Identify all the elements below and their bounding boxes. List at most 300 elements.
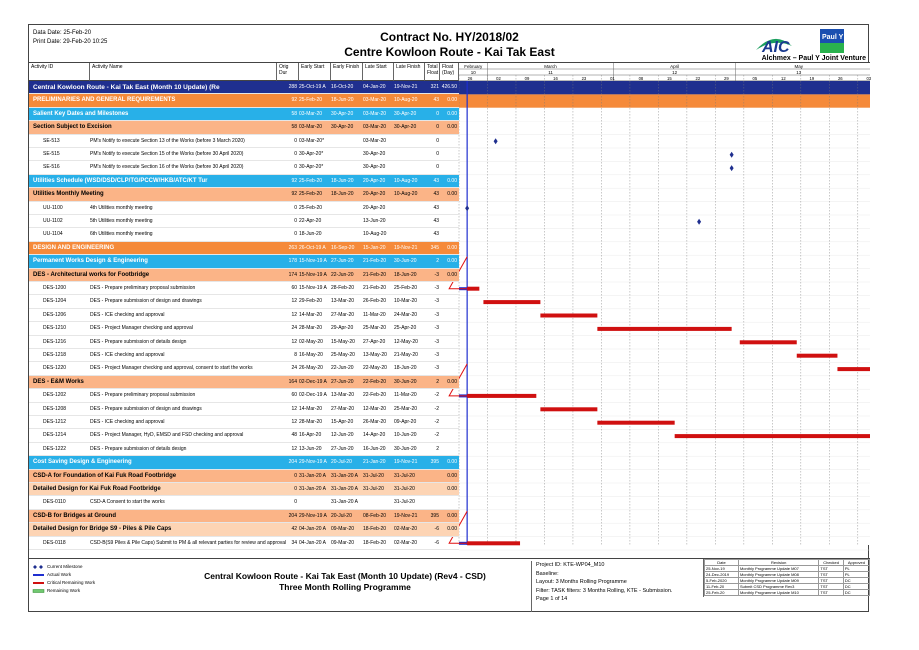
cell-lf: 21-May-20 (394, 352, 418, 358)
cell-ls: 20-Apr-20 (363, 177, 386, 184)
cell-od: 92 (291, 191, 297, 198)
col-early-finish[interactable]: Early Finish (331, 63, 363, 81)
cell-id: SE-513 (43, 137, 60, 144)
cell-id: DES-1212 (43, 419, 67, 425)
cell-ef: 31-Jan-20 A (331, 499, 358, 506)
revision-table (703, 559, 870, 597)
cell-tf: -3 (434, 271, 439, 278)
revision-cell: TST (819, 566, 843, 572)
revision-cell: PL (843, 566, 869, 572)
week-label: 15 (667, 76, 672, 81)
cell-fd: 0.00 (447, 97, 457, 104)
cell-tf: 0 (436, 110, 439, 117)
cell-es: 04-Jan-20 A (299, 526, 326, 533)
week-label: 05 (752, 76, 758, 81)
logo-sub-text: Paul Y (822, 34, 844, 41)
activity-row[interactable] (29, 282, 459, 295)
print-date: Print Date: 29-Feb-20 10:25 (33, 39, 108, 45)
cell-lf: 25-Apr-20 (394, 325, 417, 332)
cell-name: DES - Architectural works for Footbridge (33, 271, 150, 278)
page-header (29, 25, 870, 63)
cell-tf: 43 (433, 218, 439, 224)
cell-id: UU-1102 (43, 218, 63, 224)
cell-od: 8 (294, 352, 297, 358)
cell-od: 0 (294, 472, 297, 479)
cell-name: DES - Prepare submission of details design (90, 445, 187, 452)
cell-es: 16-May-20 (299, 352, 323, 358)
cell-lf: 18-Jun-20 (394, 271, 417, 278)
cell-tf: 43 (433, 231, 439, 238)
cell-es: 04-Jan-20 A (299, 539, 326, 546)
wbs-row[interactable] (29, 376, 459, 389)
cell-ef: 29-Apr-20 (331, 325, 354, 332)
activity-row[interactable] (29, 496, 459, 509)
cell-tf: -3 (434, 285, 439, 291)
cell-ls: 31-Jul-20 (363, 486, 384, 492)
month-label: May (794, 64, 804, 69)
footer-title-line1: Central Kowloon Route - Kai Tak East (Month 10 Update) (Rev4 - CSD) (204, 571, 486, 581)
cell-tf: -3 (434, 365, 439, 372)
activity-row[interactable] (29, 322, 459, 335)
cell-ls: 15-Jan-20 (363, 244, 386, 251)
cell-id: DES-1200 (43, 285, 67, 291)
cell-od: 42 (291, 526, 297, 533)
cell-od: 92 (291, 177, 297, 184)
cell-lf: 31-Jul-20 (394, 472, 415, 479)
cell-od: 48 (291, 432, 297, 439)
revision-cell: Monthly Programme Update M10 (738, 590, 818, 596)
wbs-row[interactable] (29, 255, 459, 268)
col-early-start[interactable]: Early Start (299, 63, 331, 81)
cell-ls: 03-Mar-20 (363, 97, 387, 104)
cell-fd: 0.00 (447, 124, 457, 131)
cell-name: CSD-A Consent to start the works (90, 499, 165, 506)
cell-tf: -6 (434, 539, 439, 546)
activity-row[interactable] (29, 215, 459, 228)
wbs-row[interactable] (29, 510, 459, 523)
cell-tf: -2 (434, 392, 439, 399)
cell-id: DES-1210 (43, 325, 67, 332)
cell-od: 12 (291, 298, 297, 305)
cell-ef: 13-Mar-20 (331, 392, 355, 399)
col-orig-dur[interactable]: Orig Dur (277, 63, 299, 81)
revision-cell: Monthly Programme Update M09 (738, 578, 818, 584)
cell-es: 28-Mar-20 (299, 419, 323, 425)
activity-row[interactable] (29, 349, 459, 362)
cell-name: Central Kowloon Route - Kai Tak East (Month 10 Update) (Re (33, 84, 220, 91)
cell-ef: 12-Jun-20 (331, 432, 354, 439)
wbs-row[interactable] (29, 470, 459, 483)
cell-tf: 43 (433, 191, 439, 198)
cell-ls: 11-Mar-20 (363, 311, 386, 318)
cell-tf: 0 (436, 124, 439, 131)
cell-id: UU-1100 (43, 204, 63, 211)
week-label: 19 (809, 76, 815, 81)
activity-row[interactable] (29, 403, 459, 416)
rev-col-checked: Checked (819, 560, 843, 566)
cell-lf: 10-Aug-20 (394, 177, 418, 184)
cell-name: Permanent Works Design & Engineering (33, 258, 148, 265)
cell-lf: 10-Aug-20 (394, 191, 418, 198)
cell-lf: 30-Jun-20 (394, 258, 417, 265)
cell-ef: 30-Apr-20 (331, 110, 354, 117)
cell-od: 34 (291, 539, 297, 546)
cell-lf: 30-Apr-20 (394, 124, 417, 131)
col-late-start[interactable]: Late Start (363, 63, 394, 81)
cell-ls: 25-Mar-20 (363, 325, 387, 332)
rev-col-approved: Approved (843, 560, 869, 566)
activity-row[interactable] (29, 161, 459, 174)
filter-name: Filter: TASK filters: 3 Months Rolling, KTE - Submission. (536, 587, 673, 594)
cell-od: 60 (291, 392, 297, 399)
cell-name: 5th Utilities monthly meeting (90, 218, 153, 224)
cell-fd: 0.00 (447, 244, 457, 251)
col-activity-id[interactable]: Activity ID (29, 63, 90, 81)
cell-od: 174 (288, 271, 297, 278)
cell-ef: 15-Apr-20 (331, 419, 354, 425)
cell-lf: 19-Nov-21 (394, 244, 418, 251)
cell-tf: -2 (434, 432, 439, 439)
wbs-row[interactable] (29, 81, 459, 94)
cell-tf: -3 (434, 352, 439, 358)
cell-lf: 02-Mar-20 (394, 539, 418, 546)
critical-work-bar (467, 394, 536, 398)
summary-band (459, 94, 870, 107)
cell-ls: 20-Apr-20 (363, 204, 386, 211)
cell-od: 263 (288, 244, 297, 251)
cell-es: 25-Oct-19 A (299, 84, 326, 90)
critical-work-bar (540, 314, 597, 318)
cell-tf: -3 (434, 298, 439, 305)
cell-od: 0 (294, 137, 297, 144)
cell-es: 29-Nov-19 A (299, 512, 327, 519)
cell-od: 0 (294, 486, 297, 492)
cell-od: 12 (291, 419, 297, 425)
cell-es: 25-Feb-20 (299, 177, 323, 184)
cell-es: 29-Feb-20 (299, 298, 323, 305)
week-label: 08 (638, 76, 644, 81)
cell-lf: 30-Jun-20 (394, 378, 417, 385)
cell-name: Utilities Monthly Meeting (33, 191, 104, 198)
cell-name: PRELIMINARIES AND GENERAL REQUIREMENTS (33, 97, 176, 104)
wbs-row[interactable] (29, 242, 459, 255)
cell-name: DES - ICE checking and approval (90, 419, 165, 425)
cell-name: CSD-B for Bridges at Ground (33, 512, 117, 519)
cell-ef: 09-Mar-20 (331, 526, 355, 533)
legend-critical: Critical Remaining Work (47, 580, 96, 585)
activity-row[interactable] (29, 362, 459, 375)
legend-item (33, 579, 95, 587)
cell-ef: 27-Mar-20 (331, 311, 355, 318)
cell-name: Section Subject to Excision (33, 124, 112, 131)
cell-od: 92 (291, 97, 297, 104)
cell-fd: 426.50 (441, 84, 457, 90)
legend-item (33, 571, 95, 579)
logo-text: AIC (762, 39, 790, 56)
cell-name: PM's Notify to execute Section 13 of the Works (before 3 March 2020) (90, 137, 245, 144)
cell-ls: 30-Apr-20 (363, 151, 386, 157)
cell-tf: 321 (430, 84, 439, 90)
cell-od: 178 (288, 258, 297, 265)
cell-name: CSD-A for Foundation of Kai Fuk Road Footbridge (33, 472, 177, 479)
month-number: 11 (548, 70, 553, 75)
cell-id: DES-0110 (43, 499, 66, 506)
cell-name: DES - Prepare submission of details design (90, 338, 187, 345)
cell-lf: 18-Jun-20 (394, 365, 417, 372)
activity-row[interactable] (29, 228, 459, 241)
activity-row[interactable] (29, 135, 459, 148)
cell-es: 26-Oct-19 A (299, 244, 326, 251)
cell-es: 25-Feb-20 (299, 97, 323, 104)
cell-ls: 27-Apr-20 (363, 338, 386, 345)
revision-cell: TST (819, 572, 843, 578)
cell-ls: 13-May-20 (363, 352, 387, 358)
cell-ef: 27-Jun-20 (331, 445, 354, 452)
cell-ls: 13-Jun-20 (363, 218, 386, 224)
cell-ls: 08-Feb-20 (363, 512, 387, 519)
summary-band (459, 81, 870, 94)
cell-es: 03-Mar-20 (299, 110, 323, 117)
revision-cell: DC (843, 584, 869, 590)
critical-work-bar (467, 287, 479, 291)
cell-es: 03-Mar-20 (299, 124, 323, 131)
cell-lf: 11-Mar-20 (394, 392, 417, 399)
cell-name: Detailed Design for Bridge S9 - Piles & Pile Caps (33, 526, 172, 533)
footer-title-line2: Three Month Rolling Programme (279, 582, 411, 592)
cell-lf: 30-Apr-20 (394, 110, 417, 117)
cell-lf: 02-Mar-20 (394, 526, 418, 533)
week-label: 01 (610, 76, 615, 81)
activity-row[interactable] (29, 416, 459, 429)
cell-od: 12 (291, 311, 297, 318)
week-label: 12 (781, 76, 786, 81)
activity-row[interactable] (29, 295, 459, 308)
cell-ls: 16-Jun-20 (363, 445, 386, 452)
week-label: 29 (724, 76, 729, 81)
gantt-row-fill (459, 108, 870, 121)
cell-tf: 0 (436, 164, 439, 171)
cell-ls: 04-Jan-20 (363, 84, 386, 90)
activity-row[interactable] (29, 429, 459, 442)
activity-row[interactable] (29, 148, 459, 161)
schedule-page (28, 24, 872, 612)
wbs-row[interactable] (29, 523, 459, 536)
cell-lf: 10-Aug-20 (394, 97, 418, 104)
cell-id: DES-1222 (43, 445, 67, 452)
revision-cell: TST (819, 584, 843, 590)
cell-tf: -2 (434, 419, 439, 425)
cell-od: 12 (291, 445, 297, 452)
cell-tf: 345 (430, 244, 439, 251)
cell-es: 25-Feb-20 (299, 204, 323, 211)
critical-work-bar (597, 327, 731, 331)
cell-ef: 20-Jul-20 (331, 459, 352, 466)
cell-ef: 31-Jan-20 A (331, 486, 358, 492)
revision-cell: Monthly Programme Update M07 (738, 566, 818, 572)
cell-tf: 0 (436, 137, 439, 144)
cell-ef: 27-Mar-20 (331, 405, 355, 412)
cell-name: DESIGN AND ENGINEERING (33, 244, 115, 251)
critical-work-bar (483, 300, 540, 304)
cell-ls: 21-Feb-20 (363, 271, 387, 278)
revision-cell: 24-Dec-2019 (705, 572, 739, 578)
wbs-row[interactable] (29, 483, 459, 496)
cell-ef: 18-Jun-20 (331, 191, 354, 198)
wbs-row[interactable] (29, 456, 459, 469)
cell-es: 25-Feb-20 (299, 191, 323, 198)
revision-cell: TST (819, 578, 843, 584)
cell-fd: 0.00 (447, 459, 457, 466)
cell-tf: 2 (436, 378, 439, 385)
cell-od: 12 (291, 405, 297, 412)
revision-cell: 5-Feb-2020 (705, 578, 739, 584)
cell-es: 31-Jan-20 A (299, 486, 326, 492)
cell-od: 288 (288, 84, 297, 90)
data-date: Data Date: 25-Feb-20 (33, 30, 92, 36)
cell-ls: 03-Mar-20 (363, 124, 387, 131)
wbs-row[interactable] (29, 108, 459, 121)
cell-ef: 13-Mar-20 (331, 298, 355, 305)
cell-ls: 21-Jan-20 (363, 459, 386, 466)
row-gutter (29, 81, 43, 563)
activity-row[interactable] (29, 389, 459, 402)
cell-tf: 2 (436, 258, 439, 265)
cell-ef: 18-Jun-20 (331, 97, 354, 104)
cell-lf: 09-Apr-20 (394, 419, 417, 425)
cell-id: DES-1214 (43, 432, 67, 439)
cell-ls: 14-Apr-20 (363, 432, 386, 439)
cell-name: DES - Prepare preliminary proposal submission (90, 285, 196, 291)
revision-cell: Submit CSD Programme Rev3 (738, 584, 818, 590)
page-number: Page 1 of 14 (536, 596, 568, 603)
cell-fd: 0.00 (447, 258, 457, 265)
wbs-row[interactable] (29, 188, 459, 201)
rev-col-revision: Revision (738, 560, 818, 566)
cell-ef: 20-Jul-20 (331, 512, 352, 519)
revision-cell: DC (843, 578, 869, 584)
week-label: 03 (866, 76, 872, 81)
cell-name: Utilities Schedule (WSD/DSD/CLP/TG/PCCW/HKB/ATC/KT Tur (33, 177, 208, 184)
cell-lf: 30-Jun-20 (394, 445, 417, 452)
cell-fd: 0.00 (447, 177, 457, 184)
wbs-row[interactable] (29, 94, 459, 107)
col-activity-name[interactable]: Activity Name (90, 63, 277, 81)
cell-name: DES - Project Manager checking and approval, consent to start the works (90, 365, 253, 372)
cell-name: Detailed Design for Kai Fuk Road Footbridge (33, 486, 161, 492)
cell-name: PM's Notify to execute Section 15 of the Works (before 30 April 2020) (90, 151, 244, 157)
cell-fd: 0.00 (447, 526, 457, 533)
col-late-finish[interactable]: Late Finish (394, 63, 425, 81)
cell-name: DES - Prepare submission of design and drawings (90, 405, 202, 412)
cell-od: 0 (294, 204, 297, 211)
activity-row[interactable] (29, 336, 459, 349)
critical-work-bar (740, 340, 797, 344)
cell-id: DES-1204 (43, 298, 67, 305)
cell-lf: 19-Nov-21 (394, 459, 418, 466)
month-label: April (670, 64, 680, 69)
cell-ef: 31-Jan-20 A (331, 472, 358, 479)
critical-work-bar (467, 541, 520, 545)
cell-ls: 10-Aug-20 (363, 231, 387, 238)
cell-ls: 30-Apr-20 (363, 164, 386, 171)
activity-row[interactable] (29, 202, 459, 215)
activity-row[interactable] (29, 309, 459, 322)
cell-es: 15-Nov-19 A (299, 271, 327, 278)
cell-od: 58 (291, 110, 297, 117)
cell-ls: 18-Feb-20 (363, 539, 387, 546)
cell-lf: 10-Jun-20 (394, 432, 417, 439)
cell-tf: 395 (430, 512, 439, 519)
col-float-days[interactable]: Float (Day) (440, 63, 459, 81)
cell-od: 12 (291, 338, 297, 345)
joint-venture-name: Alchmex – Paul Y Joint Venture (761, 55, 866, 62)
cell-tf: 43 (433, 177, 439, 184)
activity-row[interactable] (29, 537, 459, 550)
contract-number: Contract No. HY/2018/02 (380, 30, 519, 44)
cell-od: 0 (294, 499, 297, 506)
cell-od: 58 (291, 124, 297, 131)
week-label: 02 (496, 76, 501, 81)
revision-cell: PL (843, 572, 869, 578)
cell-es: 14-Mar-20 (299, 405, 323, 412)
cell-lf: 19-Nov-21 (394, 84, 418, 90)
legend-milestone: Current Milestone (47, 564, 83, 569)
gantt-chart[interactable] (459, 63, 870, 545)
rev-col-date: Date (705, 560, 739, 566)
month-number: 12 (672, 70, 678, 75)
wbs-row[interactable] (29, 121, 459, 134)
wbs-row[interactable] (29, 269, 459, 282)
cell-fd: 0.00 (447, 512, 457, 519)
cell-tf: -6 (434, 526, 439, 533)
cell-id: DES-1218 (43, 352, 67, 358)
cell-od: 204 (288, 512, 297, 519)
cell-od: 164 (288, 378, 297, 385)
cell-od: 60 (291, 285, 297, 291)
cell-ls: 12-Mar-20 (363, 405, 387, 412)
cell-id: DES-1220 (43, 365, 67, 372)
cell-lf: 12-May-20 (394, 338, 418, 345)
revision-cell: 25-Nov-19 (705, 566, 739, 572)
week-label: 26 (467, 76, 473, 81)
cell-ef: 15-May-20 (331, 338, 355, 345)
col-total-float[interactable]: Total Float (425, 63, 440, 81)
cell-es: 30-Apr-20* (299, 164, 324, 171)
cell-id: DES-1216 (43, 338, 67, 345)
critical-work-bar (540, 407, 597, 411)
cell-ef: 16-Oct-20 (331, 84, 354, 90)
legend-item (33, 563, 95, 571)
activity-row[interactable] (29, 443, 459, 456)
revision-row (705, 590, 870, 596)
cell-es: 16-Apr-20 (299, 432, 322, 439)
cell-ef: 18-Jun-20 (331, 177, 354, 184)
cell-id: DES-0118 (43, 539, 66, 546)
cell-ef: 22-Jun-20 (331, 365, 354, 372)
wbs-row[interactable] (29, 175, 459, 188)
cell-ef: 30-Apr-20 (331, 124, 354, 131)
cell-name: 4th Utilities monthly meeting (90, 204, 153, 211)
cell-ls: 18-Feb-20 (363, 526, 387, 533)
cell-es: 13-Jun-20 (299, 445, 322, 452)
cell-lf: 25-Mar-20 (394, 405, 418, 412)
critical-work-bar (675, 434, 870, 438)
month-label: March (544, 64, 557, 69)
month-number: 10 (470, 70, 476, 75)
cell-ef: 22-Jun-20 (331, 271, 354, 278)
cell-es: 18-Jun-20 (299, 231, 322, 238)
week-label: 23 (581, 76, 587, 81)
